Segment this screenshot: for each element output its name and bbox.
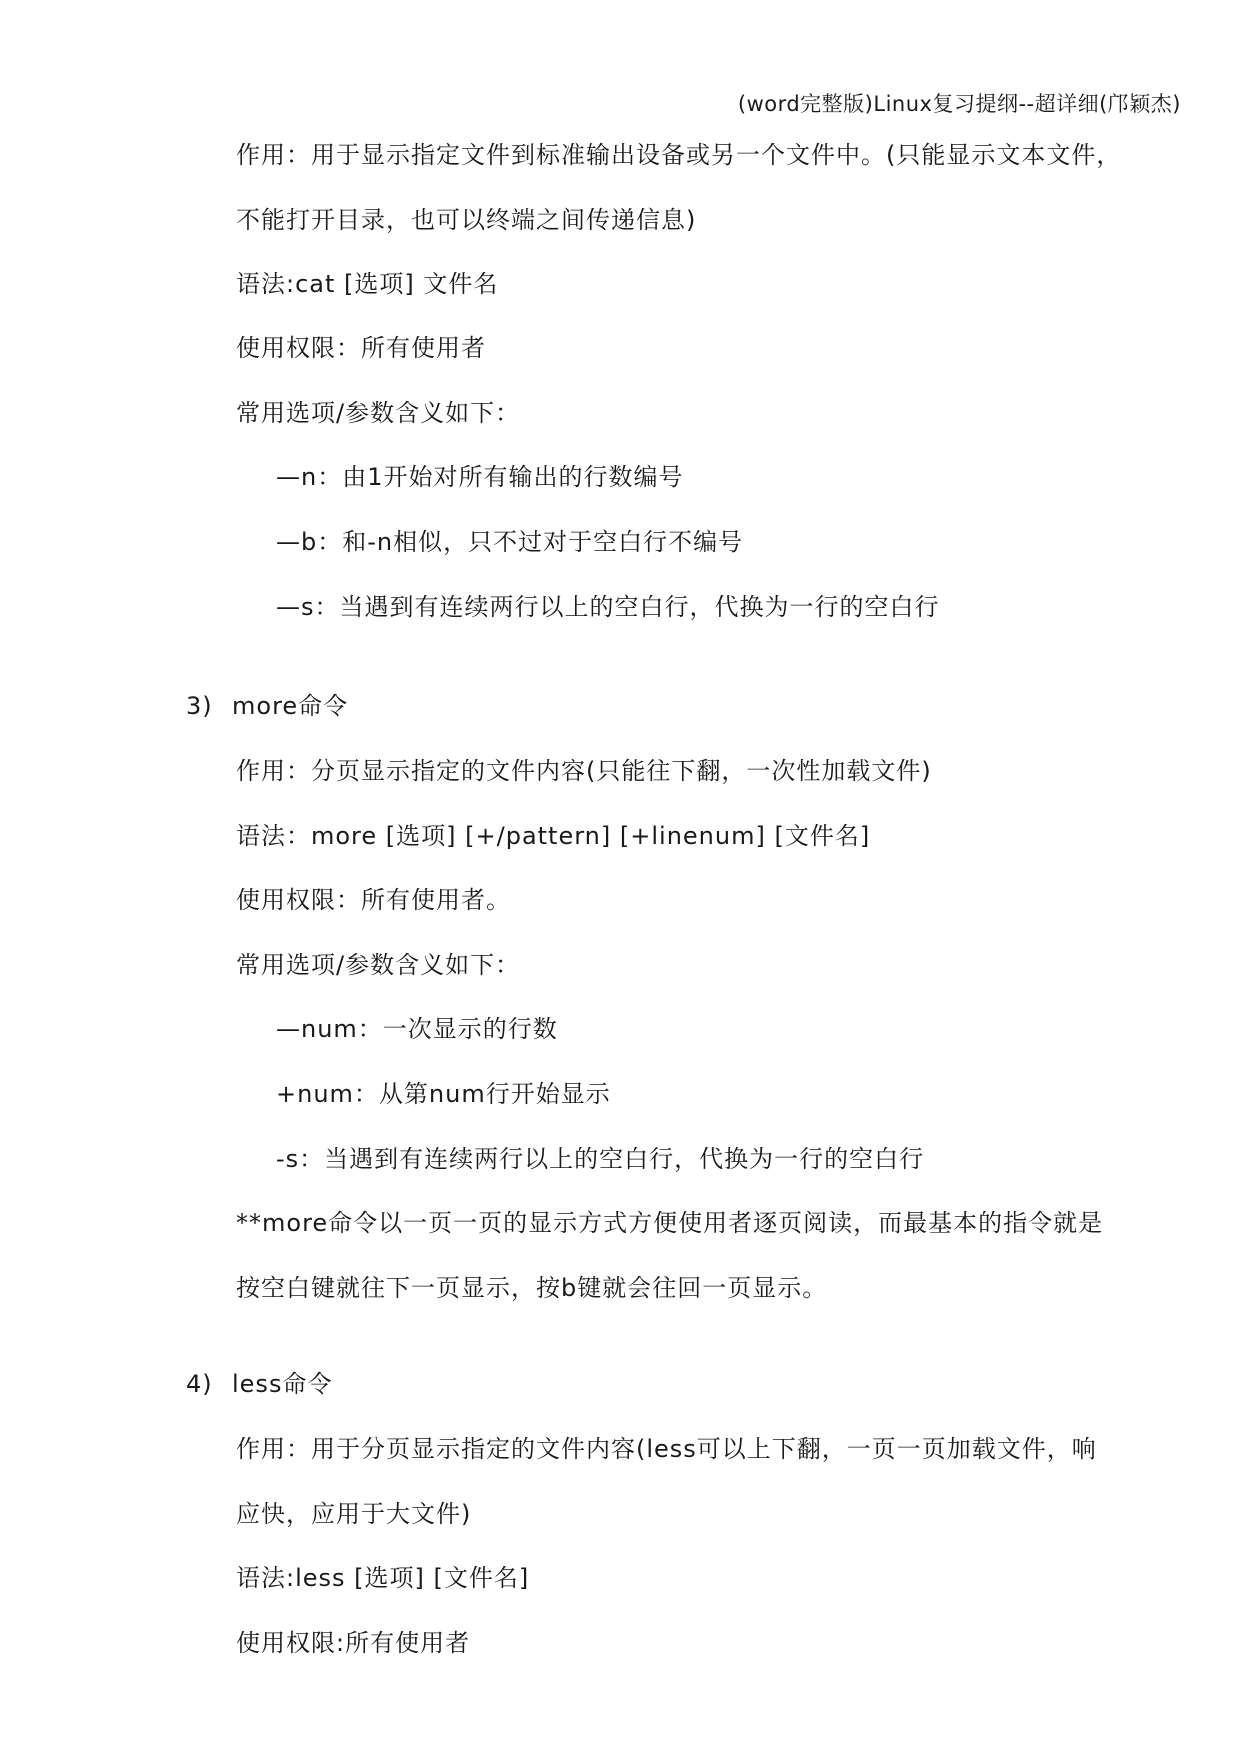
more-option-s: -s：当遇到有连续两行以上的空白行，代换为一行的空白行 (276, 1145, 925, 1173)
more-options-title: 常用选项/参数含义如下： (236, 951, 521, 979)
cat-purpose-line2: 不能打开目录，也可以终端之间传递信息) (236, 206, 697, 234)
cat-option-b: —b：和-n相似，只不过对于空白行不编号 (276, 528, 744, 556)
cat-option-n: —n：由1开始对所有输出的行数编号 (276, 463, 684, 491)
less-heading-number: 4) (186, 1370, 213, 1398)
page-header: (word完整版)Linux复习提纲--超详细(邝颖杰) (737, 92, 1181, 116)
cat-options-title: 常用选项/参数含义如下： (236, 399, 521, 427)
more-note-line2: 按空白键就往下一页显示，按b键就会往回一页显示。 (236, 1274, 828, 1302)
less-permission: 使用权限:所有使用者 (236, 1629, 471, 1657)
cat-syntax: 语法:cat [选项] 文件名 (236, 270, 499, 298)
more-heading-title: more命令 (232, 692, 349, 720)
less-purpose-line2: 应快，应用于大文件) (236, 1500, 472, 1528)
less-purpose-line1: 作用：用于分页显示指定的文件内容(less可以上下翻，一页一页加载文件，响 (236, 1435, 1097, 1463)
more-purpose: 作用：分页显示指定的文件内容(只能往下翻，一次性加载文件) (236, 757, 932, 785)
less-syntax: 语法:less [选项] [文件名] (236, 1564, 530, 1592)
more-permission: 使用权限：所有使用者。 (236, 886, 511, 914)
more-syntax: 语法：more [选项] [+/pattern] [+linenum] [文件名] (236, 822, 871, 850)
cat-option-s: —s：当遇到有连续两行以上的空白行，代换为一行的空白行 (276, 593, 940, 621)
cat-purpose-line1: 作用：用于显示指定文件到标准输出设备或另一个文件中。(只能显示文本文件， (236, 141, 1122, 169)
more-note-line1: **more命令以一页一页的显示方式方便使用者逐页阅读，而最基本的指令就是 (236, 1209, 1104, 1237)
more-heading (186, 686, 348, 721)
cat-permission: 使用权限：所有使用者 (236, 334, 486, 362)
more-heading-number: 3) (186, 692, 213, 720)
more-option-plus-num: +num：从第num行开始显示 (276, 1080, 611, 1108)
more-option-num: —num：一次显示的行数 (276, 1015, 558, 1043)
less-heading (186, 1364, 332, 1399)
less-heading-title: less命令 (232, 1370, 333, 1398)
